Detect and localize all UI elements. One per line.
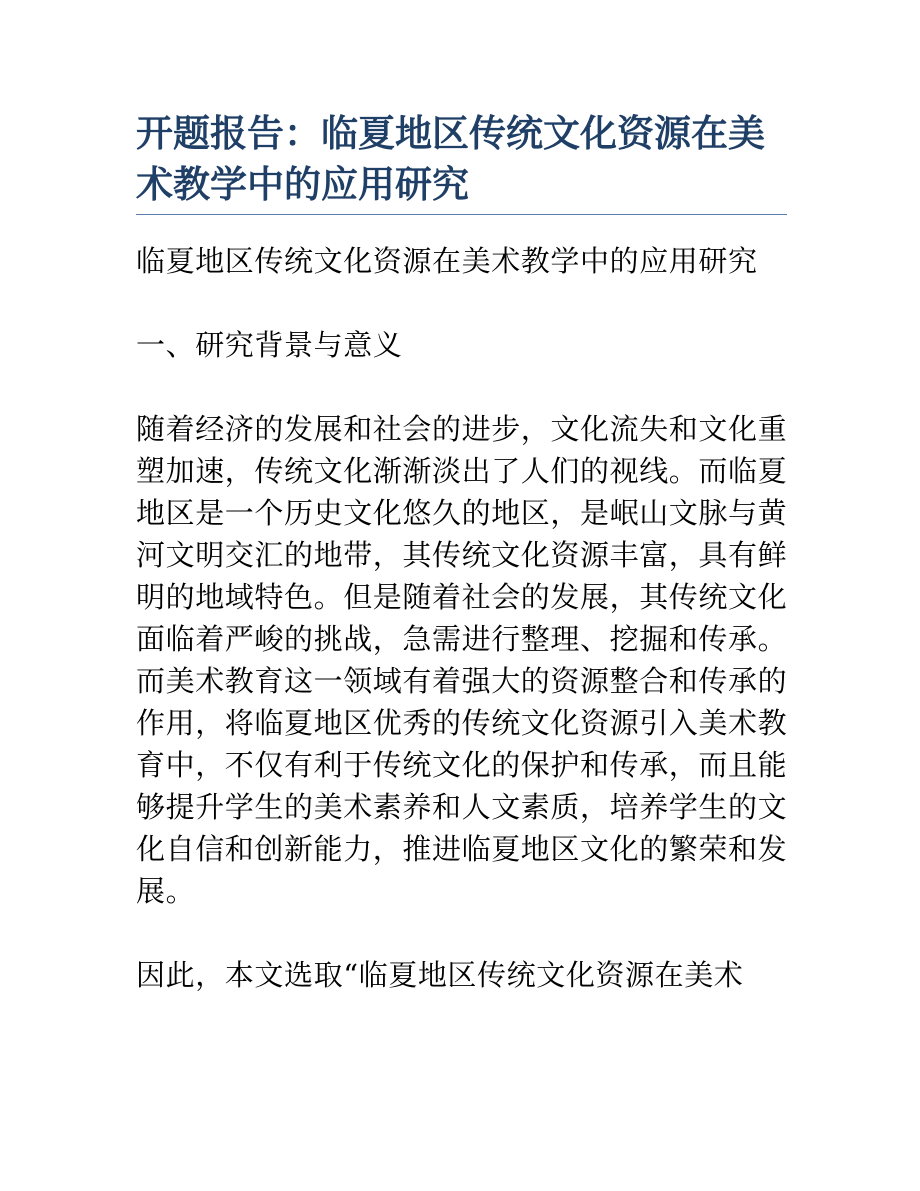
document-body [136,240,788,996]
subtitle-paragraph: 临夏地区传统文化资源在美术教学中的应用研究 [136,244,758,278]
title-divider [136,214,787,215]
title-block [136,108,786,210]
section-heading: 一、研究背景与意义 [136,328,403,362]
body-paragraph: 随着经济的发展和社会的进步，文化流失和文化重塑加速，传统文化渐渐淡出了人们的视线。而临夏地区是一个历史文化悠久的地区，是岷山文脉与黄河文明交汇的地带，其传统文化资源丰富，具有鲜明的地域特色。但是随着社会的发展，其传统文化面临着严峻的挑战，急需进行整理、挖掘和传承。而美术教育这一领域有着强大的资源整合和传承的作用，将临夏地区优秀的传统文化资源引入美术教育中，不仅有利于传统文化的保护和传承，而且能够提升学生的美术素养和人文素质，培养学生的文化自信和创新能力，推进临夏地区文化的繁荣和发展。 [136,412,788,908]
document-title: 开题报告：临夏地区传统文化资源在美术教学中的应用研究 [136,112,765,206]
body-paragraph-continued: 因此，本文选取“临夏地区传统文化资源在美术 [136,958,744,992]
